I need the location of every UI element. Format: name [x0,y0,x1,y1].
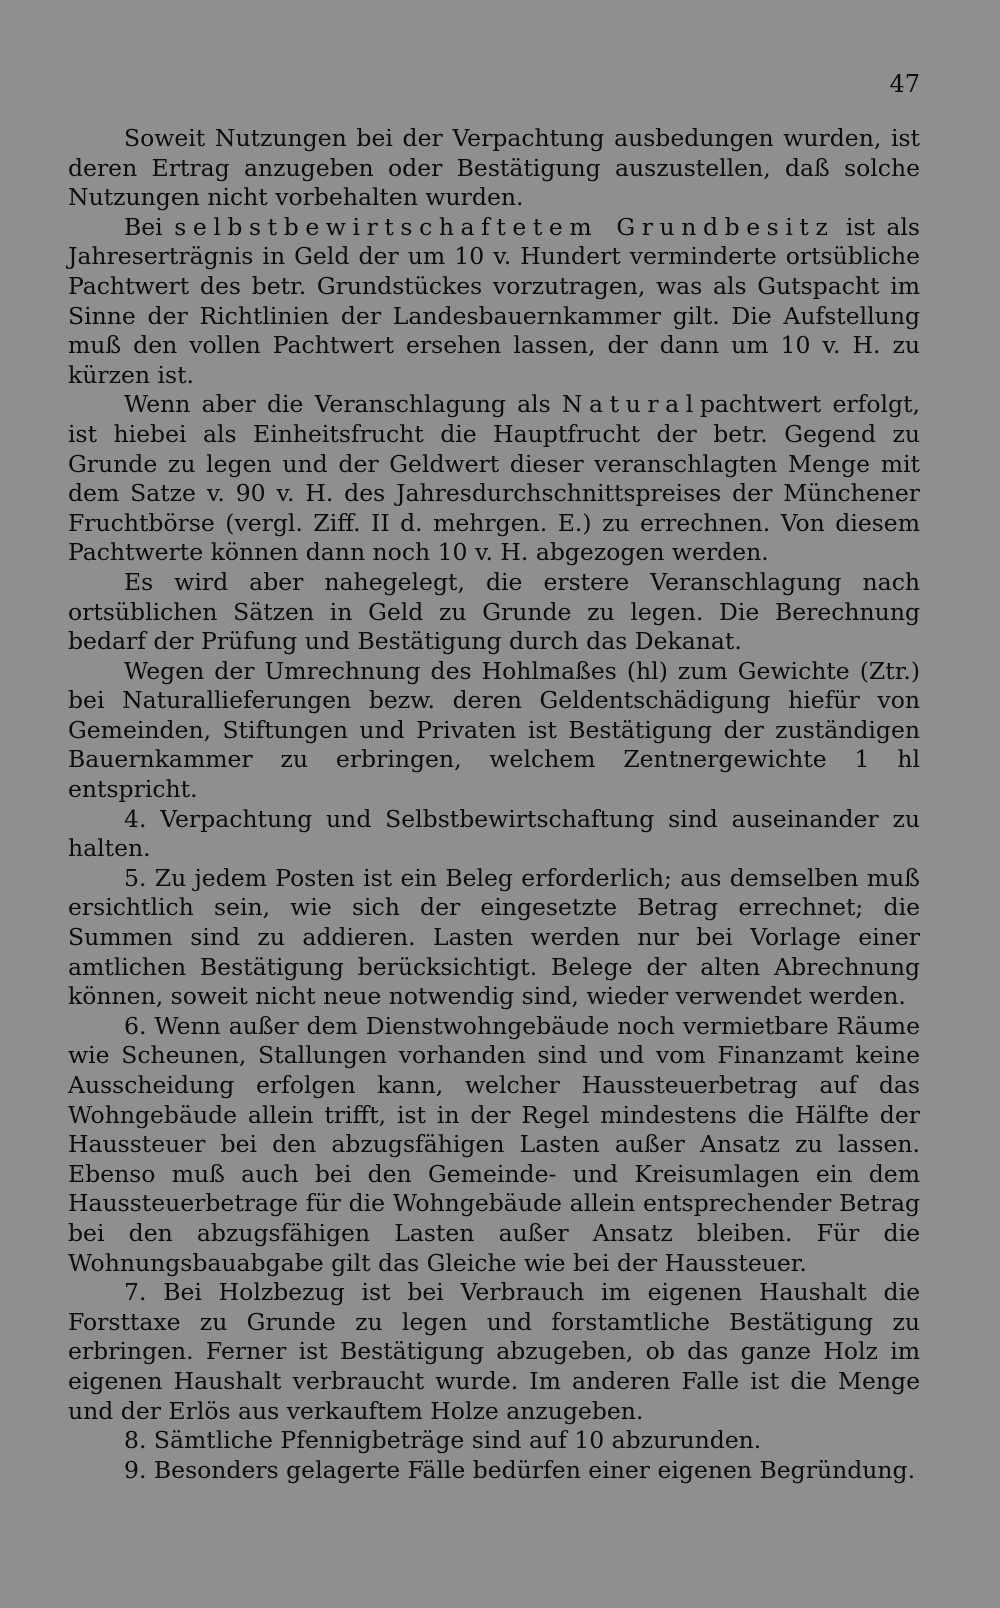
list-item-7: 7. Bei Holzbezug ist bei Verbrauch im eigenen Haushalt die Forsttaxe zu Grunde zu legen und forstamtliche Bestätigung zu erbringen. Ferner ist Bestätigung abzugeben, ob das ganze Holz im eigenen Haushalt verbraucht wurde. Im anderen Falle ist die Menge und der Erlös aus verkauftem Holze anzugeben. [68,1278,920,1425]
paragraph-naturalpachtwert [68,390,920,568]
list-item-4: 4. Verpachtung und Selbstbewirtschaftung sind auseinander zu halten. [68,804,920,863]
list-item-6: 6. Wenn außer dem Dienstwohngebäude noch vermietbare Räume wie Scheunen, Stallungen vorhanden sind und vom Finanzamt keine Ausscheidung erfolgen kann, welcher Haussteuerbetrag auf das Wohngebäude allein trifft, ist in der Regel mindestens die Hälfte der Haussteuer bei den abzugsfähigen Lasten außer Ansatz zu lassen. Ebenso muß auch bei den Gemeinde- und Kreisumlagen ein dem Haussteuerbetrage für die Wohngebäude allein entsprechender Betrag bei den abzugsfähigen Lasten außer Ansatz bleiben. Für die Wohnungsbauabgabe gilt das Gleiche wie bei der Haussteuer. [68,1011,920,1277]
paragraph-veranschlagung: Es wird aber nahegelegt, die erstere Veranschlagung nach ortsüblichen Sätzen in Geld zu Grunde zu legen. Die Berechnung bedarf der Prüfung und Bestätigung durch das Dekanat. [68,567,920,656]
list-item-8: 8. Sämtliche Pfennigbeträge sind auf 10 abzurunden. [124,1426,762,1455]
paragraph-nutzungen: Soweit Nutzungen bei der Verpachtung ausbedungen wurden, ist deren Ertrag anzugeben oder Bestätigung auszustellen, daß solche Nutzungen nicht vorbehalten wurden. [68,124,920,212]
body-text [68,124,920,1485]
text-run: Wenn aber die Veranschlagung als [124,390,562,419]
paragraph-selbstbewirtschaftung [68,213,920,391]
text-run: pachtwert erfolgt, ist hiebei als Einheitsfrucht die Hauptfrucht der betr. Gegend zu Grunde zu legen und der Geldwert dieser veranschlagten Menge mit dem Satze v. 90 v. H. des Jahresdurchschnittspreises der Münchener Fruchtbörse (vergl. Ziff. II d. mehrgen. E.) zu errechnen. Von diesem Pachtwerte können dann noch 10 v. H. abgezogen werden. [68,390,920,567]
page-number: 47 [889,70,920,98]
list-item-5: 5. Zu jedem Posten ist ein Beleg erforderlich; aus demselben muß ersichtlich sein, wie sich der eingesetzte Betrag errechnet; die Summen sind zu addieren. Lasten werden nur bei Vorlage einer amtlichen Bestätigung berücksichtigt. Belege der alten Abrechnung können, soweit nicht neue notwendig sind, wieder verwendet werden. [68,863,920,1011]
list-item-9: 9. Besonders gelagerte Fälle bedürfen einer eigenen Begründung. [124,1455,916,1484]
emphasized-term: selbstbewirtschaftetem Grundbesitz [174,212,835,241]
text-run: Bei [124,212,175,241]
emphasized-term: Natural [561,390,700,419]
text-run: ist als Jahreserträgnis in Geld der um 10 v. Hundert verminderte ortsübliche Pachtwert des betr. Grundstückes vorzutragen, was als Gutspacht im Sinne der Richtlinien der Landesbauernkammer gilt. Die Aufstellung muß den vollen Pachtwert ersehen lassen, der dann um 10 v. H. zu kürzen ist. [68,212,920,389]
paragraph-umrechnung: Wegen der Umrechnung des Hohlmaßes (hl) zum Gewichte (Ztr.) bei Naturallieferungen bezw. deren Geldentschädigung hiefür von Gemeinden, Stiftungen und Privaten ist Bestätigung der zuständigen Bauernkammer zu erbringen, welchem Zentnergewichte 1 hl entspricht. [68,656,920,804]
